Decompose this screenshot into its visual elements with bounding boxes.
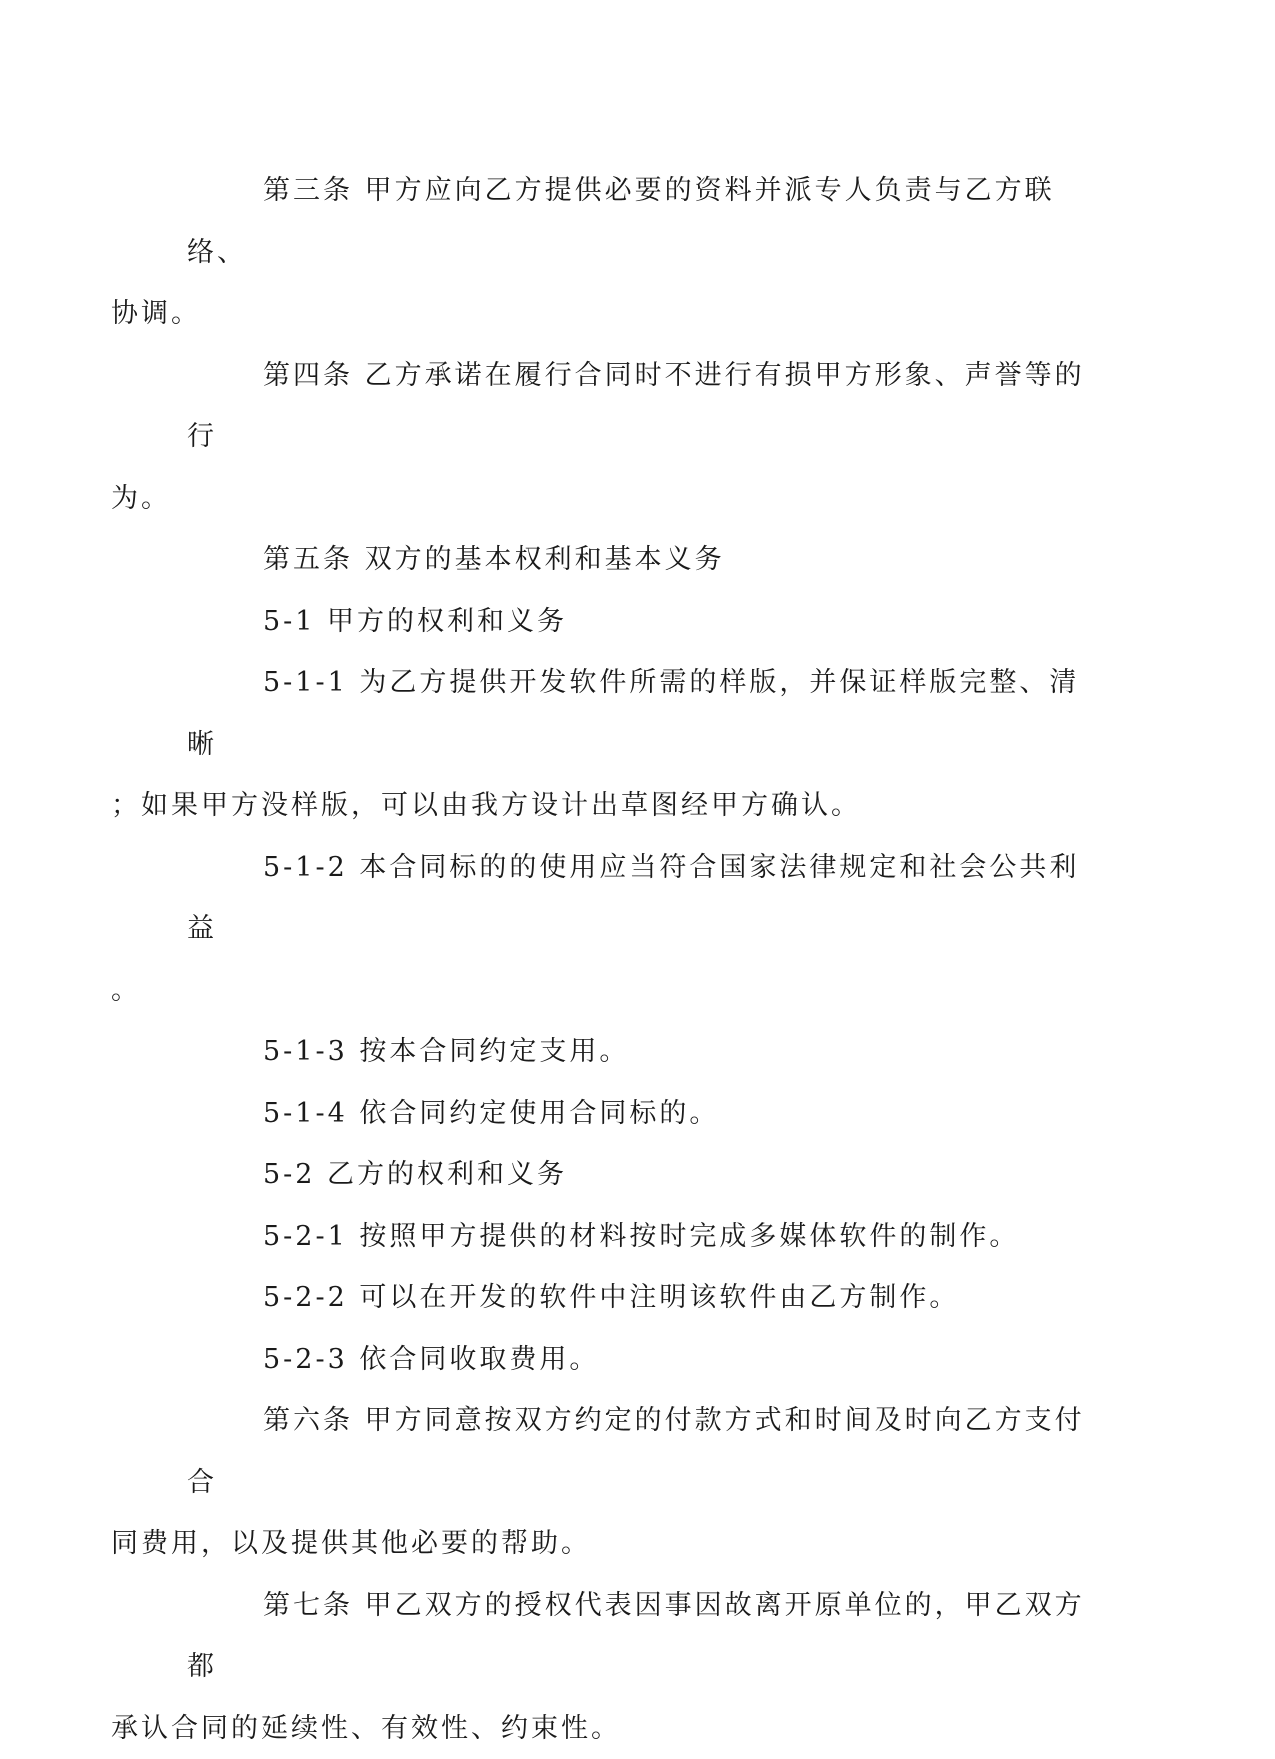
paragraph-section-5-2-3 [187, 1329, 1087, 1391]
text-line: 第七条 甲乙双方的授权代表因事因故离开原单位的，甲乙双方都 [187, 1590, 1085, 1683]
paragraph-article-7 [187, 1575, 1087, 1759]
paragraph-section-5-2-2 [187, 1267, 1087, 1329]
paragraph-section-5-2-1 [187, 1206, 1087, 1268]
text-line: ；如果甲方没样版，可以由我方设计出草图经甲方确认。 [111, 790, 861, 821]
text-line: 。 [111, 975, 141, 1006]
paragraph-section-5-1-2 [187, 837, 1087, 1022]
text-line: 5-1-3 按本合同约定支用。 [263, 1036, 629, 1067]
text-line: 5-2-3 依合同收取费用。 [263, 1344, 599, 1375]
text-line: 为。 [111, 483, 171, 514]
paragraph-section-5-1 [187, 591, 1087, 653]
paragraph-article-4 [187, 345, 1087, 530]
document-body [187, 160, 1087, 1759]
text-line: 5-2-1 按照甲方提供的材料按时完成多媒体软件的制作。 [263, 1221, 1019, 1252]
paragraph-article-6 [187, 1390, 1087, 1575]
text-line: 第三条 甲方应向乙方提供必要的资料并派专人负责与乙方联络、 [187, 175, 1055, 268]
paragraph-article-3 [187, 160, 1087, 345]
paragraph-article-5 [187, 529, 1087, 591]
text-line: 第五条 双方的基本权利和基本义务 [263, 544, 725, 575]
text-line: 5-2-2 可以在开发的软件中注明该软件由乙方制作。 [263, 1282, 959, 1313]
text-line: 承认合同的延续性、有效性、约束性。 [111, 1713, 621, 1744]
text-line: 5-1-4 依合同约定使用合同标的。 [263, 1098, 719, 1129]
text-line: 同费用，以及提供其他必要的帮助。 [111, 1528, 591, 1559]
text-line: 5-1-2 本合同标的的使用应当符合国家法律规定和社会公共利益 [187, 852, 1079, 945]
text-line: 5-1-1 为乙方提供开发软件所需的样版，并保证样版完整、清晰 [187, 667, 1079, 760]
text-line: 第六条 甲方同意按双方约定的付款方式和时间及时向乙方支付合 [187, 1405, 1085, 1498]
text-line: 5-2 乙方的权利和义务 [263, 1159, 567, 1190]
paragraph-section-5-2 [187, 1144, 1087, 1206]
text-line: 5-1 甲方的权利和义务 [263, 606, 567, 637]
paragraph-section-5-1-1 [187, 652, 1087, 837]
paragraph-section-5-1-4 [187, 1083, 1087, 1145]
text-line: 协调。 [111, 298, 201, 329]
paragraph-section-5-1-3 [187, 1021, 1087, 1083]
text-line: 第四条 乙方承诺在履行合同时不进行有损甲方形象、声誉等的行 [187, 360, 1085, 453]
